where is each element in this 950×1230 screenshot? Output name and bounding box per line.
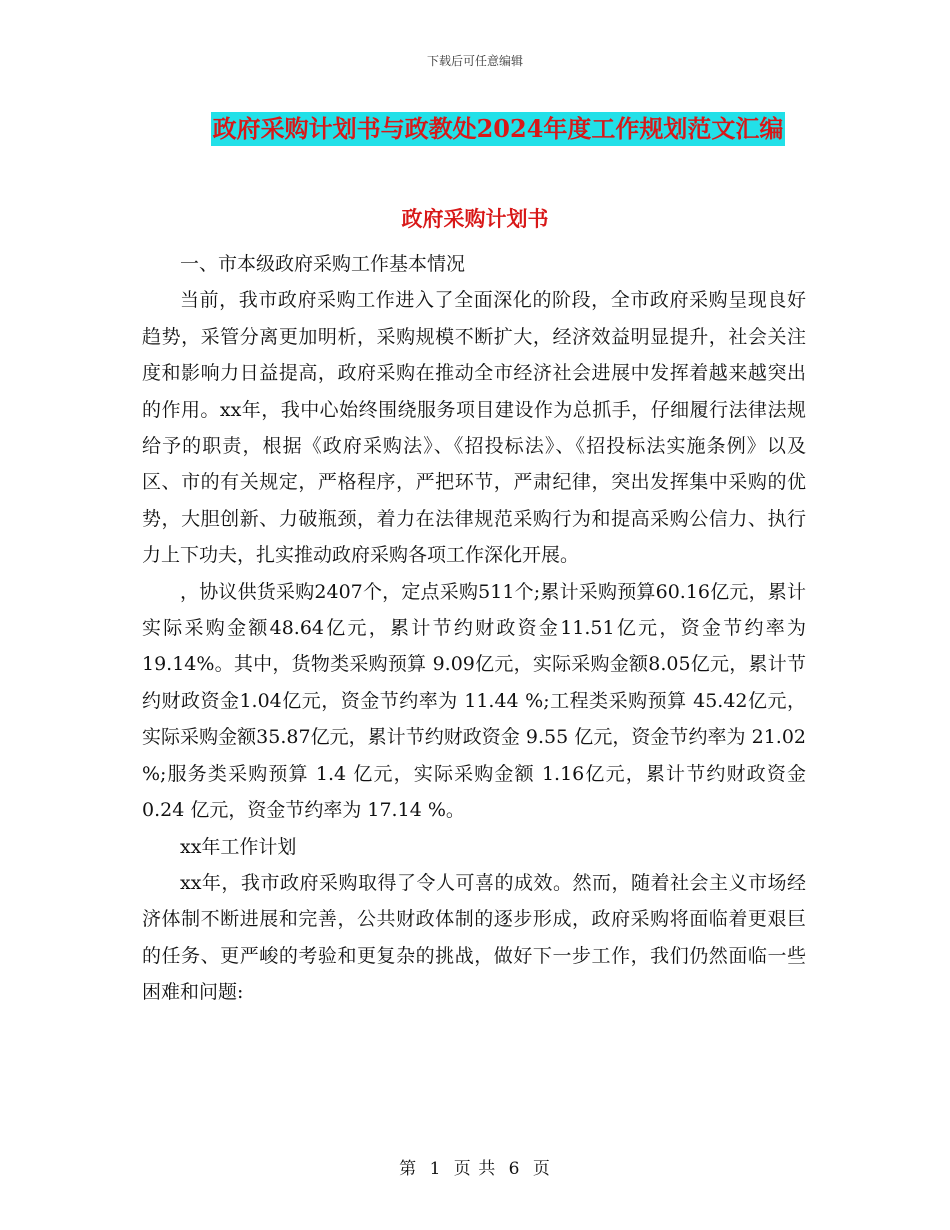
paragraph-heading-basic-situation: 一、市本级政府采购工作基本情况 (180, 253, 466, 275)
page-footer (0, 1154, 950, 1179)
footer-middle: 页 共 (453, 1159, 497, 1179)
paragraph-heading-work-plan: xx年工作计划 (180, 835, 297, 858)
main-title-container (0, 112, 950, 146)
footer-total-pages: 6 (508, 1159, 521, 1179)
document-body (142, 246, 806, 1011)
page-header-note: 下载后可任意编辑 (426, 54, 523, 68)
paragraph-procurement-statistics: ，协议供货采购2407个，定点采购511个;累计采购预算60.16亿元，累计实际采购金额48.64亿元，累计节约财政资金11.51亿元，资金节约率为19.14%。其中，货物类采购预算 9.09亿元，实际采购金额8.05亿元，累计节约财政资金1.04亿元，资金节约率为 11.44 %;工程类采购预算 45.42亿元，实际采购金额35.87亿元，累计节约财政资金 9.55 亿元，资金节约率为 21.02 %;服务类采购预算 1.4 亿元，实际采购金额 1.16亿元，累计节约财政资金 0.24 亿元，资金节约率为 17.14 %。 (142, 580, 806, 822)
section-title: 政府采购计划书 (401, 206, 549, 231)
paragraph-work-plan-intro: xx年，我市政府采购取得了令人可喜的成效。然而，随着社会主义市场经济体制不断进展和完善，公共财政体制的逐步形成，政府采购将面临着更艰巨的任务、更严峻的考验和更复杂的挑战，做好下一步工作，我们仍然面临一些困难和问题: (142, 871, 806, 1004)
document-main-title: 政府采购计划书与政教处2024年度工作规划范文汇编 (211, 112, 786, 146)
footer-current-page: 1 (429, 1159, 442, 1179)
paragraph-current-situation: 当前，我市政府采购工作进入了全面深化的阶段，全市政府采购呈现良好趋势，采管分离更加明析，采购规模不断扩大，经济效益明显提升，社会关注度和影响力日益提高，政府采购在推动全市经济社会进展中发挥着越来越突出的作用。xx年，我中心始终围绕服务项目建设作为总抓手，仔细履行法律法规给予的职责，根据《政府采购法》、《招投标法》、《招投标法实施条例》以及区、市的有关规定，严格程序，严把环节，严肃纪律，突出发挥集中采购的优势，大胆创新、力破瓶颈，着力在法律规范采购行为和提高采购公信力、执行力上下功夫，扎实推动政府采购各项工作深化开展。 (142, 289, 806, 567)
footer-suffix: 页 (532, 1159, 551, 1179)
footer-prefix: 第 (399, 1159, 418, 1179)
